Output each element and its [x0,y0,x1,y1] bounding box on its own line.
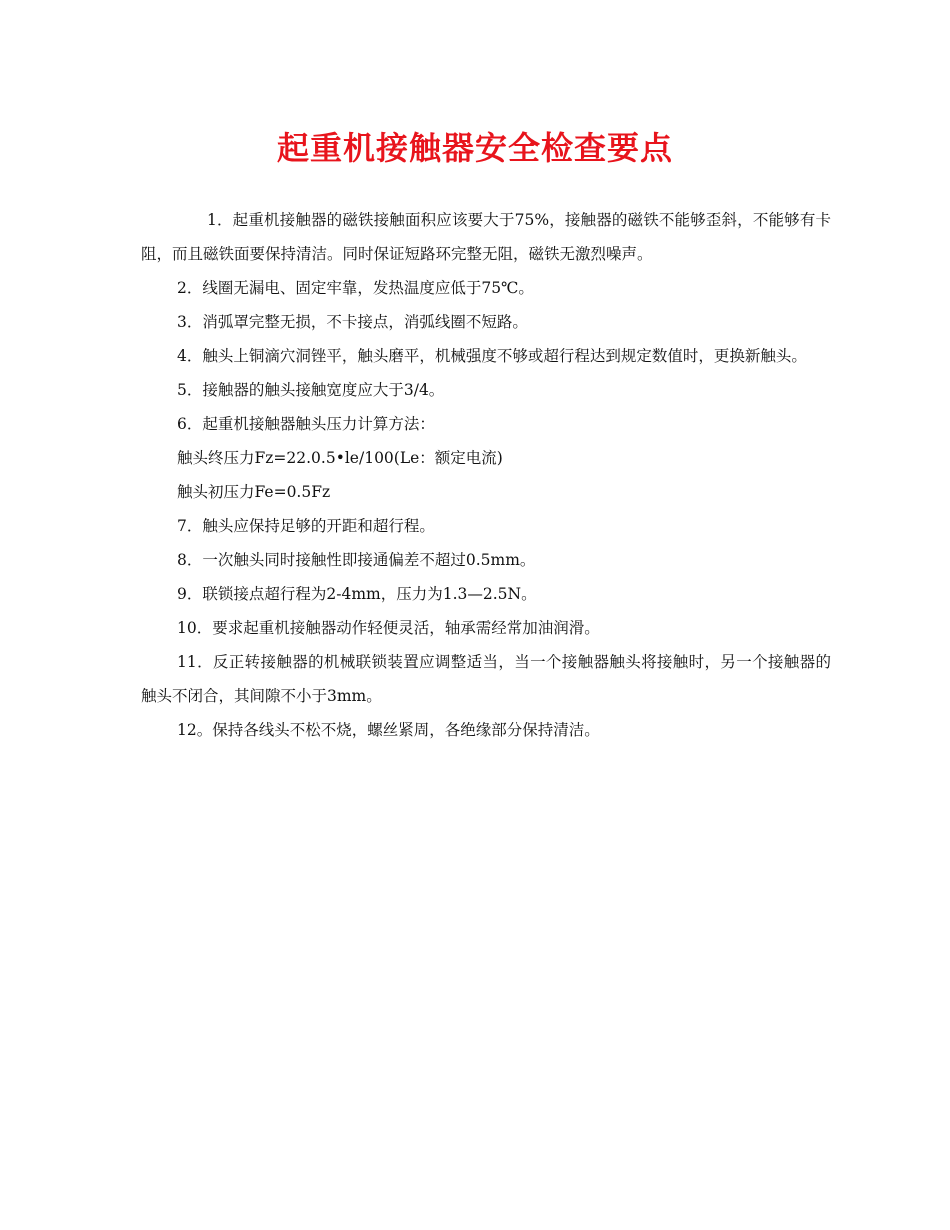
paragraph-10: 10．要求起重机接触器动作轻便灵活，轴承需经常加油润滑。 [177,619,600,637]
paragraph-8: 8．一次触头同时接触性即接通偏差不超过0.5mm。 [177,551,536,569]
paragraph-7: 7．触头应保持足够的开距和超行程。 [177,517,435,535]
document-title: 起重机接触器安全检查要点 [276,129,673,167]
paragraph-1: 1．起重机接触器的磁铁接触面积应该要大于75%，接触器的磁铁不能够歪斜，不能够有卡阻，而且磁铁面要保持清洁。同时保证短路环完整无阻，磁铁无激烈噪声。 [141,211,831,263]
paragraph-6-formula-initial: 触头初压力Fe=0.5Fz [177,483,331,501]
paragraph-11: 11．反正转接触器的机械联锁装置应调整适当，当一个接触器触头将接触时，另一个接触器的触头不闭合，其间隙不小于3mm。 [141,653,831,705]
document-body [141,203,831,747]
paragraph-9: 9．联锁接点超行程为2-4mm，压力为1.3—2.5N。 [177,585,537,603]
paragraph-3: 3．消弧罩完整无损，不卡接点，消弧线圈不短路。 [177,313,528,331]
paragraph-4: 4．触头上铜滴穴洞锉平，触头磨平，机械强度不够或超行程达到规定数值时，更换新触头。 [177,347,807,365]
paragraph-2: 2．线圈无漏电、固定牢靠，发热温度应低于75℃。 [177,279,534,297]
paragraph-6: 6．起重机接触器触头压力计算方法： [177,415,435,433]
paragraph-5: 5．接触器的触头接触宽度应大于3/4。 [177,381,445,399]
paragraph-12: 12。保持各线头不松不烧，螺丝紧周，各绝缘部分保持清洁。 [177,721,600,739]
paragraph-6-formula-final: 触头终压力Fz=22.0.5•le/100(Le：额定电流) [177,449,503,467]
